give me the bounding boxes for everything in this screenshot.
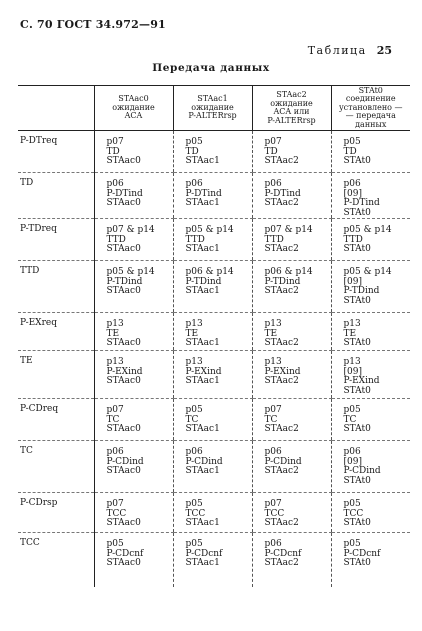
cell-line: TE [343, 328, 357, 339]
cell-line: STAac1 [185, 558, 220, 568]
cell-line: STAac0 [106, 558, 141, 568]
cell-line: STAac1 [185, 424, 220, 434]
column-header [94, 86, 173, 131]
state-name: STAac0 [118, 94, 149, 104]
cell-line: STAac1 [185, 376, 220, 386]
state-name: STAac1 [197, 94, 228, 104]
cell-line: STAac2 [264, 376, 299, 386]
cell-line: p05 [106, 539, 124, 549]
cell-line: STAac1 [185, 286, 220, 296]
cell-line: P-CDind [106, 456, 144, 467]
cell-line: P-CDcnf [264, 548, 302, 559]
transition-cell [94, 173, 173, 219]
cell-line: P-DTind [343, 198, 380, 208]
cell-line: p07 [106, 499, 124, 509]
cell-line: STAac2 [264, 156, 299, 166]
cell-line: p05 & p14 [343, 267, 392, 277]
cell-line: TC [106, 414, 120, 425]
cell-line: P-CDind [185, 456, 223, 467]
cell-line: STAac1 [185, 156, 220, 166]
column-header [252, 86, 331, 131]
cell-line: p07 [264, 137, 282, 147]
state-description-line: ожидание [112, 102, 155, 112]
cell-line: STAac0 [106, 286, 141, 296]
cell-line: STAac2 [264, 558, 299, 568]
page-header-standard: С. 70 ГОСТ 34.972—91 [20, 18, 166, 31]
cell-line: TTD [264, 234, 284, 245]
cell-line: p05 [185, 539, 203, 549]
cell-line: p06 [264, 539, 282, 549]
transition-cell [173, 131, 252, 173]
cell-line: p05 [185, 499, 203, 509]
cell-line: STAac0 [106, 424, 141, 434]
cell-line: P-TDind [264, 276, 301, 287]
transition-cell [252, 131, 331, 173]
transition-cell [252, 399, 331, 441]
cell-line: p06 [185, 179, 203, 189]
cell-line: P-CDcnf [106, 548, 144, 559]
cell-line: [09] [343, 188, 362, 199]
transition-cell [331, 131, 410, 173]
cell-line: STAac2 [264, 244, 299, 254]
event-label: P-EXreq [18, 313, 94, 351]
cell-line: STAt0 [343, 295, 371, 306]
transition-cell [94, 219, 173, 261]
state-description-line: P-ALTERrsp [267, 115, 316, 125]
table-row [18, 533, 410, 587]
transition-cell [173, 351, 252, 399]
state-name: STAac2 [276, 90, 307, 99]
table-caption: Передача данных [152, 62, 270, 74]
cell-line: p06 & p14 [264, 267, 313, 277]
cell-line: TD [185, 146, 199, 157]
state-description-line: соединение [345, 94, 396, 104]
cell-line: TCC [106, 508, 127, 519]
event-label: TCC [20, 538, 40, 548]
transition-cell [252, 533, 331, 587]
cell-line: STAt0 [343, 558, 371, 568]
transition-cell [173, 399, 252, 441]
event-label: TTD [18, 261, 94, 313]
event-label: P-DTreq [18, 131, 94, 173]
table-row [18, 131, 410, 173]
cell-line: P-TDind [106, 276, 143, 287]
cell-line: TE [106, 328, 120, 339]
cell-line: p07 & p14 [264, 225, 313, 235]
cell-line: STAac2 [264, 424, 299, 434]
cell-line: STAac2 [264, 286, 299, 296]
cell-line: p13 [106, 319, 124, 329]
cell-line: p07 [264, 499, 282, 509]
transition-cell [173, 441, 252, 493]
cell-line: STAt0 [343, 207, 371, 218]
cell-line: P-DTind [185, 188, 222, 199]
state-description-line: — передача [345, 111, 396, 121]
cell-line: p06 [185, 447, 203, 457]
cell-line: STAac1 [185, 338, 220, 348]
cell-line: [09] [343, 276, 362, 287]
cell-line: P-TDind [343, 286, 380, 296]
transition-cell [252, 261, 331, 313]
cell-line: STAac0 [106, 338, 141, 348]
cell-line: TCC [185, 508, 206, 519]
cell-line: TD [264, 146, 278, 157]
cell-line: p05 & p14 [106, 267, 155, 277]
cell-line: [09] [343, 456, 362, 467]
cell-line: p06 [106, 447, 124, 457]
cell-line: STAt0 [343, 475, 371, 486]
cell-line: P-CDind [264, 456, 302, 467]
transition-cell [331, 219, 410, 261]
column-header [331, 86, 410, 131]
header-corner [18, 86, 94, 131]
cell-line: TD [343, 146, 357, 157]
cell-line: p06 [264, 179, 282, 189]
cell-line: p13 [264, 319, 282, 329]
table-word: Таблица [307, 44, 367, 57]
state-description-line: ACA [124, 111, 143, 121]
column-header [173, 86, 252, 131]
cell-line: P-DTind [264, 188, 301, 199]
cell-line: p05 & p14 [343, 225, 392, 235]
transition-cell [252, 493, 331, 533]
cell-line: p06 & p14 [185, 267, 234, 277]
transition-cell [94, 261, 173, 313]
cell-line: P-EXind [343, 376, 380, 386]
state-transition-table [18, 85, 410, 587]
cell-line: STAac0 [106, 244, 141, 254]
cell-line: STAac2 [264, 466, 299, 476]
cell-line: STAac0 [106, 518, 141, 528]
cell-line: TTD [106, 234, 126, 245]
cell-line: p05 [343, 539, 361, 549]
cell-line: p05 [185, 405, 203, 415]
table-row [18, 173, 410, 219]
cell-line: TTD [185, 234, 205, 245]
cell-line: p13 [106, 357, 124, 367]
table-row [18, 261, 410, 313]
transition-cell [331, 261, 410, 313]
transition-cell [331, 493, 410, 533]
transition-cell [252, 173, 331, 219]
cell-line: TE [185, 328, 199, 339]
table-header-row [18, 86, 410, 131]
cell-line: TC [185, 414, 199, 425]
cell-line: P-CDcnf [343, 548, 381, 559]
transition-cell [331, 441, 410, 493]
cell-line: p13 [264, 357, 282, 367]
transition-cell [252, 313, 331, 351]
cell-line: STAac1 [185, 244, 220, 254]
transition-cell [94, 399, 173, 441]
table-body [18, 131, 410, 587]
cell-line: p05 [185, 137, 203, 147]
cell-line: STAt0 [343, 518, 371, 528]
transition-cell [173, 533, 252, 587]
cell-line: STAt0 [343, 385, 371, 396]
table-number: 25 [376, 44, 392, 57]
state-description-line: данных [355, 119, 387, 129]
state-description-line: ожидание [270, 98, 313, 108]
cell-line: STAt0 [343, 424, 371, 434]
cell-line: STAt0 [343, 156, 371, 166]
transition-cell [331, 399, 410, 441]
transition-cell [331, 351, 410, 399]
cell-line: STAac1 [185, 518, 220, 528]
transition-cell [252, 219, 331, 261]
cell-line: P-EXind [106, 366, 143, 377]
cell-line: p13 [343, 319, 361, 329]
transition-cell [173, 493, 252, 533]
cell-line: p05 [343, 405, 361, 415]
transition-cell [331, 533, 410, 587]
transition-cell [252, 441, 331, 493]
transition-cell [94, 351, 173, 399]
transition-cell [94, 313, 173, 351]
transition-cell [94, 533, 173, 587]
cell-line: TCC [264, 508, 285, 519]
table-row [18, 399, 410, 441]
cell-line: TE [264, 328, 278, 339]
cell-line: p07 [106, 405, 124, 415]
cell-line: STAac2 [264, 338, 299, 348]
event-label: P-CDrsp [18, 493, 94, 533]
cell-line: P-CDind [343, 466, 381, 476]
transition-cell [94, 441, 173, 493]
cell-line: STAac2 [264, 518, 299, 528]
event-label: P-TDreq [18, 219, 94, 261]
transition-cell [331, 173, 410, 219]
transition-cell [252, 351, 331, 399]
cell-line: STAac2 [264, 198, 299, 208]
cell-line: P-TDind [185, 276, 222, 287]
cell-line: STAac0 [106, 198, 141, 208]
event-label: TC [18, 441, 94, 493]
event-label: TE [18, 351, 94, 399]
cell-line: STAac0 [106, 466, 141, 476]
cell-line: p05 & p14 [185, 225, 234, 235]
transition-cell [331, 313, 410, 351]
cell-line: p07 [264, 405, 282, 415]
cell-line: P-CDcnf [185, 548, 223, 559]
cell-line: p13 [185, 319, 203, 329]
table-row [18, 493, 410, 533]
cell-line: P-DTind [106, 188, 143, 199]
cell-line: P-EXind [264, 366, 301, 377]
table-row [18, 351, 410, 399]
transition-cell [173, 261, 252, 313]
table-row [18, 313, 410, 351]
cell-line: p07 & p14 [106, 225, 155, 235]
state-description-line: ACA или [273, 107, 310, 116]
cell-line: STAac1 [185, 466, 220, 476]
event-label: TD [18, 173, 94, 219]
cell-line: TCC [343, 508, 364, 519]
state-description-line: ожидание [191, 102, 234, 112]
cell-line: TTD [343, 234, 363, 245]
cell-line: p06 [106, 179, 124, 189]
transition-cell [173, 173, 252, 219]
state-description-line: установлено — [338, 102, 403, 112]
state-name: STAt0 [358, 85, 383, 95]
cell-line: p13 [185, 357, 203, 367]
table-number-label [308, 44, 392, 57]
table-row [18, 441, 410, 493]
cell-line: STAac1 [185, 198, 220, 208]
cell-line: TD [106, 146, 120, 157]
cell-line: p05 [343, 137, 361, 147]
cell-line: p06 [343, 179, 361, 189]
cell-line: TC [264, 414, 278, 425]
cell-line: STAt0 [343, 244, 371, 254]
state-description-line: P-ALTERrsp [188, 111, 237, 121]
cell-line: p07 [106, 137, 124, 147]
cell-line: STAac0 [106, 376, 141, 386]
cell-line: STAt0 [343, 338, 371, 348]
transition-cell [173, 219, 252, 261]
cell-line: TC [343, 414, 357, 425]
cell-line: p13 [343, 357, 361, 367]
cell-line: STAac0 [106, 156, 141, 166]
cell-line: P-EXind [185, 366, 222, 377]
transition-cell [94, 493, 173, 533]
cell-line: [09] [343, 366, 362, 377]
cell-line: p05 [343, 499, 361, 509]
cell-line: p06 [343, 447, 361, 457]
transition-cell [173, 313, 252, 351]
event-label: P-CDreq [18, 399, 94, 441]
table-row [18, 219, 410, 261]
cell-line: p06 [264, 447, 282, 457]
transition-cell [94, 131, 173, 173]
